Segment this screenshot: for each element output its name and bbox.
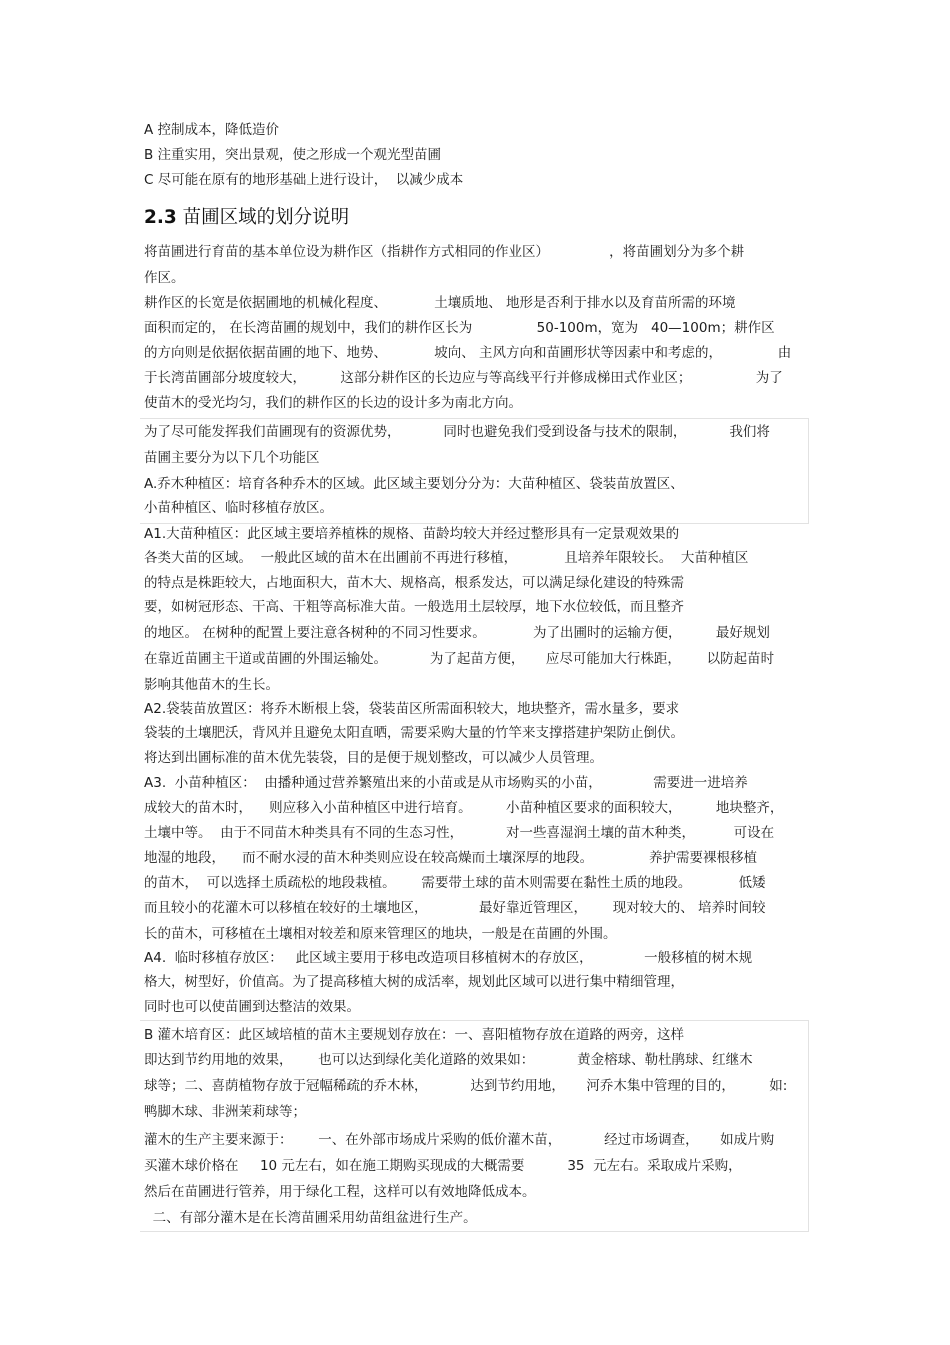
para-line: 的方向则是依据依据苗圃的地下、地势、 坡向、 主风方向和苗圃形状等因素中和考虑的， 由	[144, 345, 792, 361]
para-line: 球等；二、喜荫植物存放于冠幅稀疏的乔木林， 达到节约用地， 河乔木集中管理的目的， 如:	[144, 1078, 788, 1094]
para-line: A1.大苗种植区：此区域主要培养植株的规格、苗龄均较大并经过整形具有一定景观效果的	[144, 526, 680, 542]
para-line: 使苗木的受光均匀，我们的耕作区的长边的设计多为南北方向。	[144, 395, 522, 411]
para-line: 耕作区的长宽是依据圃地的机械化程度、 土壤质地、 地形是否利于排水以及育苗所需的环境	[144, 295, 736, 311]
para-line: 鸭脚木球、非洲茉莉球等；	[144, 1104, 306, 1120]
para-line: 长的苗木，可移植在土壤相对较差和原来管理区的地块，一般是在苗圃的外围。	[144, 926, 617, 942]
para-line: B 灌木培育区：此区域培植的苗木主要规划存放在：一、喜阳植物存放在道路的两旁，这样	[144, 1027, 685, 1043]
principle-b: B 注重实用，突出景观，使之形成一个观光型苗圃	[144, 147, 442, 163]
para-line: 同时也可以使苗圃到达整洁的效果。	[144, 999, 360, 1015]
principle-c: C 尽可能在原有的地形基础上进行设计， 以减少成本	[144, 172, 464, 188]
para-line: 将达到出圃标准的苗木优先装袋，目的是便于规划整改，可以减少人员管理。	[144, 750, 603, 766]
para-line: 在靠近苗圃主干道或苗圃的外围运输处。 为了起苗方便， 应尽可能加大行株距， 以防起苗时	[144, 651, 775, 667]
para-line: 买灌木球价格在 10 元左右，如在施工期购买现成的大概需要 35 元左右。采取成片采购，	[144, 1158, 742, 1174]
section-heading	[144, 205, 349, 231]
para-line: 格大，树型好，价值高。为了提高移植大树的成活率，规划此区域可以进行集中精细管理，	[144, 974, 684, 990]
para-line: 各类大苗的区域。 一般此区域的苗木在出圃前不再进行移植， 且培养年限较长。 大苗种植区	[144, 550, 749, 566]
para-line: 的特点是株距较大，占地面积大，苗木大、规格高，根系发达，可以满足绿化建设的特殊需	[144, 575, 684, 591]
para-line: A4. 临时移植存放区： 此区域主要用于移电改造项目移植树木的存放区， 一般移植的树木规	[144, 950, 753, 966]
principle-a: A 控制成本，降低造价	[144, 122, 280, 138]
para-line: 地湿的地段， 而不耐水浸的苗木种类则应设在较高燥而土壤深厚的地段。 养护需要裸根移植	[144, 850, 757, 866]
para-line: A3. 小苗种植区： 由播种通过营养繁殖出来的小苗或是从市场购买的小苗， 需要进一进培养	[144, 775, 748, 791]
para-line: 土壤中等。 由于不同苗木种类具有不同的生态习性， 对一些喜湿润土壤的苗木种类， 可设在	[144, 825, 775, 841]
para-line: 灌木的生产主要来源于： 一、在外部市场成片采购的低价灌木苗， 经过市场调查， 如成片购	[144, 1132, 775, 1148]
para-line: A.乔木种植区：培育各种乔木的区域。此区域主要划分分为：大苗种植区、袋装苗放置区、	[144, 476, 684, 492]
para-line: 小苗种植区、临时移植存放区。	[144, 500, 333, 516]
para-line: 二、有部分灌木是在长湾苗圃采用幼苗组盆进行生产。	[144, 1210, 477, 1226]
para-line: 即达到节约用地的效果， 也可以达到绿化美化道路的效果如： 黄金榕球、勒杜鹃球、红继木	[144, 1052, 753, 1068]
para-line: 面积而定的， 在长湾苗圃的规划中，我们的耕作区长为 50-100m，宽为 40—100m；耕作区	[144, 320, 775, 336]
para-line: A2.袋装苗放置区：将乔木断根上袋，袋装苗区所需面积较大，地块整齐，需水量多，要求	[144, 701, 680, 717]
para-line: 而且较小的花灌木可以移植在较好的土壤地区， 最好靠近管理区， 现对较大的、 培养时间较	[144, 900, 766, 916]
para-line: 于长湾苗圃部分坡度较大， 这部分耕作区的长边应与等高线平行并修成梯田式作业区； 为了	[144, 370, 783, 386]
para-line: 影响其他苗木的生长。	[144, 677, 279, 693]
para-line: 要，如树冠形态、干高、干粗等高标准大苗。一般选用土层较厚，地下水位较低，而且整齐	[144, 599, 684, 615]
section-number: 2.3	[144, 207, 177, 228]
para-line: 苗圃主要分为以下几个功能区	[144, 450, 320, 466]
para-line: 成较大的苗木时， 则应移入小苗种植区中进行培育。 小苗种植区要求的面积较大， 地块整齐，	[144, 800, 784, 816]
para-line: 作区。	[144, 270, 185, 286]
para-line: 将苗圃进行育苗的基本单位设为耕作区（指耕作方式相同的作业区） ，将苗圃划分为多个耕	[144, 244, 745, 260]
section-title: 苗圃区域的划分说明	[176, 207, 350, 228]
para-line: 为了尽可能发挥我们苗圃现有的资源优势， 同时也避免我们受到设备与技术的限制， 我们将	[144, 424, 770, 440]
para-line: 的地区。 在树种的配置上要注意各树种的不同习性要求。 为了出圃时的运输方便， 最好规划	[144, 625, 770, 641]
para-line: 的苗木， 可以选择土质疏松的地段栽植。 需要带土球的苗木则需要在黏性土质的地段。 低矮	[144, 875, 766, 891]
para-line: 然后在苗圃进行管养，用于绿化工程，这样可以有效地降低成本。	[144, 1184, 536, 1200]
para-line: 袋装的土壤肥沃，背风并且避免太阳直晒，需要采购大量的竹竿来支撑搭建护架防止倒伏。	[144, 725, 684, 741]
